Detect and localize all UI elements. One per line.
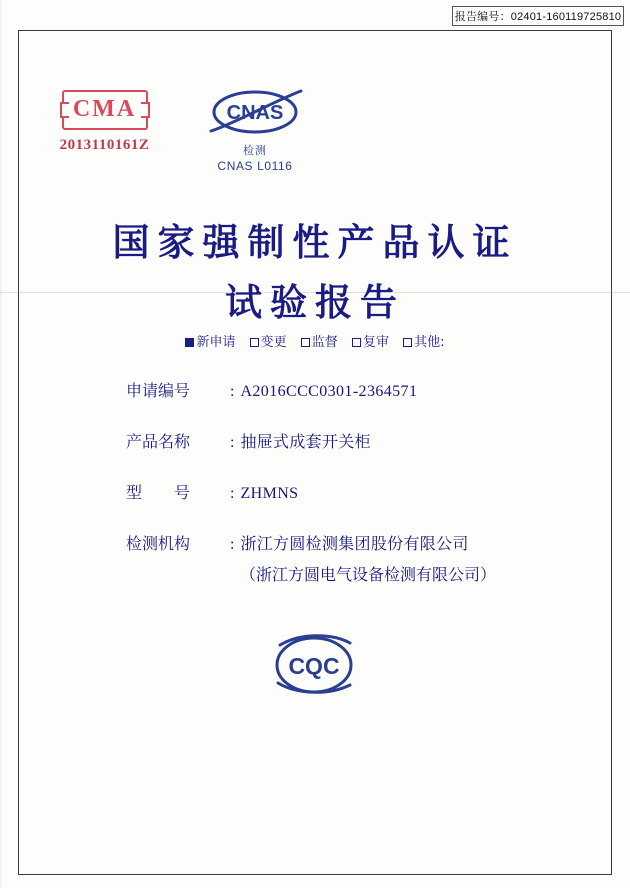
application-type-option[interactable]: 监督	[301, 335, 338, 350]
checkbox-icon[interactable]	[403, 338, 412, 347]
application-type-option[interactable]: 复审	[352, 335, 389, 350]
cma-logo	[52, 90, 157, 154]
field-testing-organization	[18, 531, 612, 554]
cnas-sub-text: 检测	[243, 145, 267, 157]
cnas-mark-icon	[201, 85, 309, 141]
cnas-logo	[190, 85, 320, 173]
svg-text:CQC: CQC	[288, 653, 340, 679]
field-product-name	[18, 429, 612, 452]
cma-mark-text: CMA	[72, 96, 137, 122]
cqc-mark-icon	[266, 631, 362, 699]
field-value: A2016CCC0301-2364571	[240, 383, 418, 400]
field-label: 申请编号	[126, 381, 191, 400]
report-number-box	[452, 6, 624, 26]
document-title-line1: 国家强制性产品认证	[112, 220, 518, 264]
application-type-option[interactable]: 新申请	[185, 335, 235, 350]
checkbox-icon[interactable]	[352, 338, 361, 347]
page-edge-shadow	[0, 0, 3, 888]
field-colon: :	[230, 383, 235, 400]
cma-certificate-code: 2013110161Z	[59, 137, 150, 153]
field-colon: :	[230, 536, 235, 553]
checkbox-icon[interactable]	[185, 338, 194, 347]
field-application-number	[18, 378, 612, 401]
checkbox-icon[interactable]	[250, 338, 259, 347]
document-title-line2: 试验报告	[225, 280, 405, 324]
cnas-registration-number: CNAS L0116	[217, 159, 293, 173]
application-type-options	[18, 331, 612, 350]
field-list	[18, 378, 612, 611]
checkbox-icon[interactable]	[301, 338, 310, 347]
field-value: ZHMNS	[240, 485, 299, 502]
field-label: 检测机构	[126, 534, 191, 553]
application-type-option[interactable]: 其他:	[403, 335, 444, 350]
cqc-logo	[266, 631, 362, 699]
cma-mark-icon	[62, 90, 148, 130]
field-value: 抽屉式成套开关柜	[240, 432, 371, 451]
field-colon: :	[230, 434, 235, 451]
svg-text:CNAS: CNAS	[226, 102, 284, 124]
field-label: 产品名称	[126, 432, 191, 451]
report-number-label: 报告编号：02401-160119725810	[454, 11, 622, 23]
field-model	[18, 480, 612, 503]
application-type-option[interactable]: 变更	[250, 335, 287, 350]
field-colon: :	[230, 485, 235, 502]
logo-row	[18, 85, 612, 185]
field-label: 型 号	[126, 483, 191, 502]
field-testing-organization-secondary: （浙江方圆电气设备检测有限公司）	[240, 565, 497, 584]
field-value: 浙江方圆检测集团股份有限公司	[240, 534, 469, 553]
